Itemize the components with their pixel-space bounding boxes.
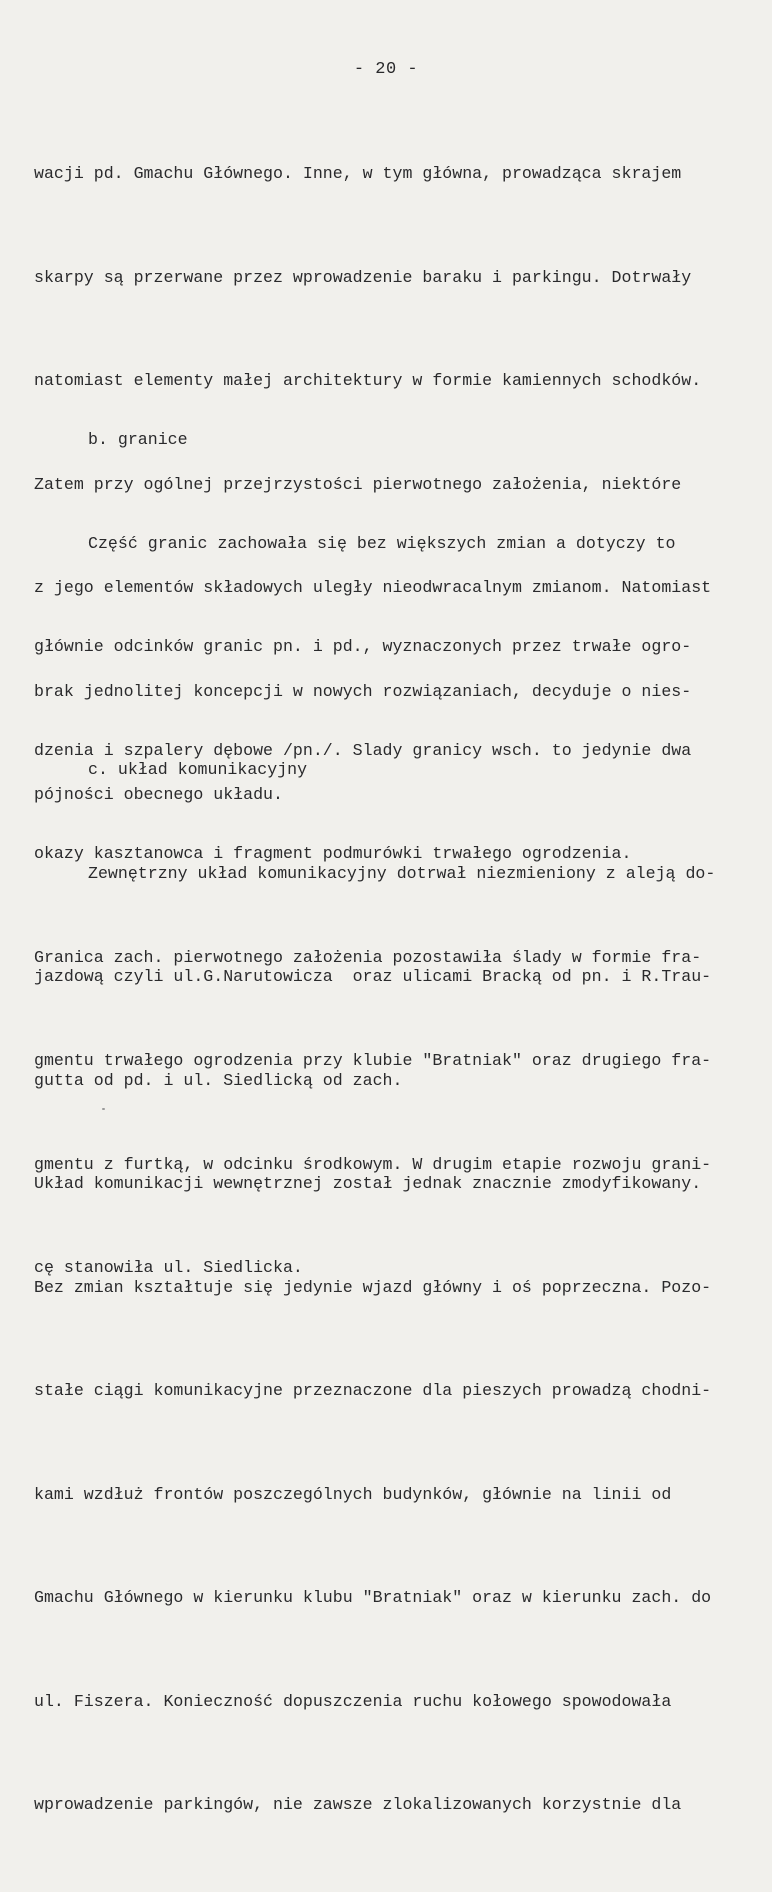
text-line: jazdową czyli ul.G.Narutowicza oraz ulicami Bracką od pn. i R.Trau- <box>34 967 712 986</box>
text-line: ul. Fiszera. Konieczność dopuszczenia ruchu kołowego spowodowała <box>34 1691 672 1711</box>
section-heading: b. granice <box>88 430 188 449</box>
text-line: Bez zmian kształtuje się jedynie wjazd główny i oś poprzeczna. Pozo- <box>34 1277 712 1297</box>
text-line: Układ komunikacji wewnętrznej został jednak znacznie zmodyfikowany. <box>34 1174 702 1193</box>
text-line: brak jednolitej koncepcji w nowych rozwiązaniach, decyduje o nies- <box>34 681 692 701</box>
text-line: wprowadzenie parkingów, nie zawsze zlokalizowanych korzystnie dla <box>34 1795 682 1814</box>
paper-speck <box>102 1108 105 1110</box>
text-line: natomiast elementy małej architektury w formie kamiennych schodków. <box>34 371 702 390</box>
text-line: głównie odcinków granic pn. i pd., wyznaczonych przez trwałe ogro- <box>34 637 692 656</box>
section-heading: c. układ komunikacyjny <box>88 760 308 779</box>
text-line: dzenia i szpalery dębowe /pn./. Slady granicy wsch. to jedynie dwa <box>34 740 692 760</box>
text-line: Granica zach. pierwotnego założenia pozostawiła ślady w formie fra- <box>34 947 702 967</box>
text-line: okazy kasztanowca i fragment podmurówki trwałego ogrodzenia. <box>34 844 632 863</box>
page-number: - 20 - <box>353 60 419 79</box>
text-line: skarpy są przerwane przez wprowadzenie baraku i parkingu. Dotrwały <box>34 267 692 287</box>
section-c <box>34 684 746 1892</box>
text-line: Część granic zachowała się bez większych zmian a dotyczy to <box>88 533 676 553</box>
text-line: gmentu trwałego ogrodzenia przy klubie "Bratniak" oraz drugiego fra- <box>34 1051 712 1070</box>
text-line: gutta od pd. i ul. Siedlicką od zach. <box>34 1070 403 1090</box>
text-line: pójności obecnego układu. <box>34 785 283 804</box>
text-line: kami wzdłuż frontów poszczególnych budynków, głównie na linii od <box>34 1484 672 1504</box>
text-line: Zatem przy ogólnej przejrzystości pierwotnego założenia, niektóre <box>34 474 682 494</box>
text-line: Gmachu Głównego w kierunku klubu "Bratniak" oraz w kierunku zach. do <box>34 1588 712 1607</box>
text-line: cę stanowiła ul. Siedlicka. <box>34 1258 303 1277</box>
text-line: z jego elementów składowych uległy nieodwracalnym zmianom. Natomiast <box>34 578 712 597</box>
text-line: stałe ciągi komunikacyjne przeznaczone dla pieszych prowadzą chodni- <box>34 1381 712 1400</box>
text-line: gmentu z furtką, w odcinku środkowym. W drugim etapie rozwoju grani- <box>34 1154 712 1174</box>
text-line: Zewnętrzny układ komunikacyjny dotrwał niezmieniony z aleją do- <box>88 863 716 883</box>
text-line: wacji pd. Gmachu Głównego. Inne, w tym główna, prowadząca skrajem <box>34 164 682 183</box>
